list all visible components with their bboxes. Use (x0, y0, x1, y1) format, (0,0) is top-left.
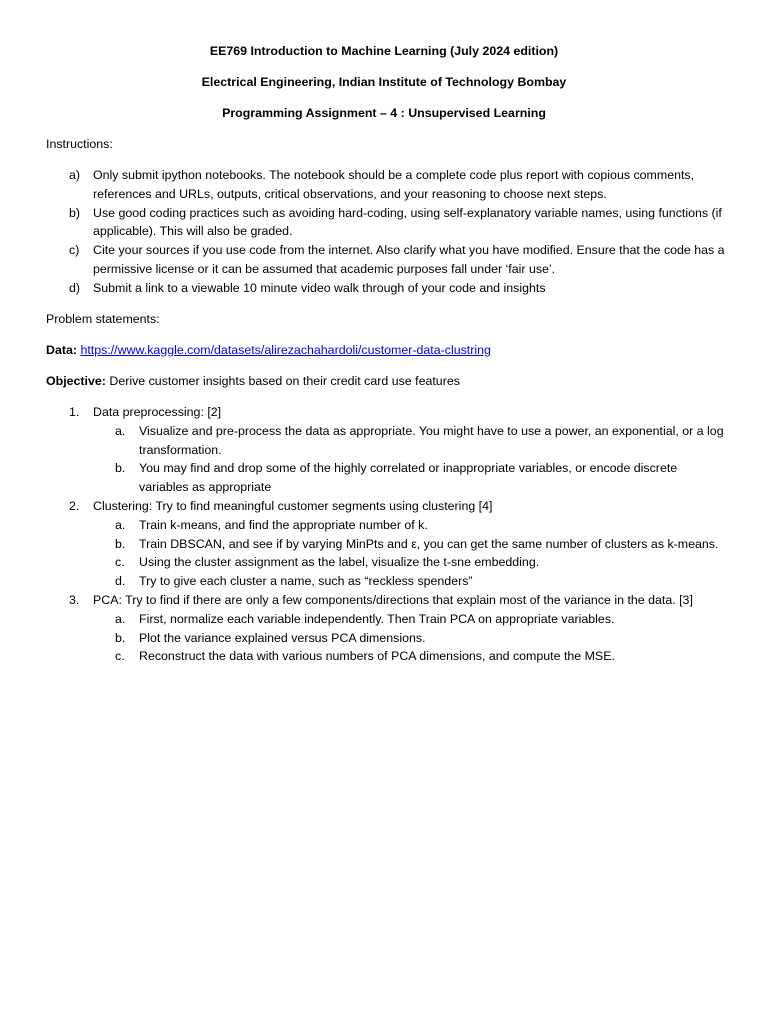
instruction-item (69, 204, 733, 242)
department-title: Electrical Engineering, Indian Institute of Technology Bombay (201, 75, 567, 89)
list-marker: a. (115, 611, 126, 626)
list-marker: a. (115, 517, 126, 532)
list-marker: d) (69, 280, 81, 295)
subtask-text: Using the cluster assignment as the label, visualize the t-sne embedding. (139, 555, 540, 570)
subtask-text: You may find and drop some of the highly correlated or inappropriate variables, or encode discrete variables as appropriate (139, 461, 678, 495)
task-item-pca (69, 591, 725, 666)
data-line (46, 342, 736, 358)
subtask-item (115, 629, 725, 648)
subtask-item (115, 459, 725, 497)
objective-line (46, 373, 736, 389)
objective-label: Objective: (46, 374, 106, 388)
instruction-text: Cite your sources if you use code from the internet. Also clarify what you have modified. Ensure that the code has a permissive license or it can be assumed that academic purposes fall under ‘fair use’. (93, 243, 725, 276)
list-marker: 3. (69, 592, 80, 607)
instruction-text: Only submit ipython notebooks. The notebook should be a complete code plus report with copious comments, references and URLs, outputs, critical observations, and your reasoning to choose next steps. (93, 168, 695, 201)
subtask-item (115, 422, 725, 460)
task-text: Clustering: Try to find meaningful customer segments using clustering [4] (93, 498, 493, 513)
list-marker: c) (69, 243, 80, 258)
sublist (93, 516, 725, 591)
list-marker: c. (115, 555, 125, 570)
assignment-title: Programming Assignment – 4 : Unsupervised Learning (222, 106, 546, 120)
list-marker: b) (69, 205, 81, 220)
instructions-heading: Instructions: (46, 137, 113, 151)
subtask-text: Train DBSCAN, and see if by varying MinPts and ε, you can get the same number of clusters as k-means. (139, 536, 719, 551)
subtask-item (115, 610, 725, 629)
objective-text: Derive customer insights based on their credit card use features (105, 374, 460, 388)
subtask-text: First, normalize each variable independently. Then Train PCA on appropriate variables. (139, 611, 615, 626)
problem-heading: Problem statements: (46, 312, 160, 326)
subtask-item (115, 572, 725, 591)
sublist (93, 422, 725, 497)
list-marker: c. (115, 649, 125, 664)
data-label: Data: (46, 343, 77, 357)
task-list (69, 403, 725, 666)
list-marker: b. (115, 630, 126, 645)
list-marker: 1. (69, 405, 80, 419)
list-marker: b. (115, 461, 126, 476)
subtask-text: Train k-means, and find the appropriate number of k. (139, 517, 428, 532)
instruction-text: Submit a link to a viewable 10 minute video walk through of your code and insights (93, 280, 546, 295)
subtask-text: Reconstruct the data with various numbers of PCA dimensions, and compute the MSE. (139, 649, 615, 664)
sublist (93, 610, 725, 666)
list-marker: b. (115, 536, 126, 551)
instruction-item (69, 279, 733, 298)
list-marker: 2. (69, 498, 80, 513)
subtask-text: Visualize and pre-process the data as appropriate. You might have to use a power, an exponential, or a log transformation. (139, 423, 724, 457)
list-marker: a) (69, 168, 81, 182)
list-marker: a. (115, 423, 126, 438)
instructions-list (69, 166, 733, 298)
instruction-item (69, 166, 733, 204)
subtask-item (115, 535, 725, 554)
subtask-item (115, 647, 725, 666)
task-text: PCA: Try to find if there are only a few components/directions that explain most of the variance in the data. [3] (93, 592, 693, 607)
list-marker: d. (115, 574, 126, 589)
subtask-text: Try to give each cluster a name, such as “reckless spenders” (139, 574, 473, 589)
instruction-item (69, 241, 733, 279)
subtask-item (115, 553, 725, 572)
subtask-item (115, 516, 725, 535)
task-item-preprocessing (69, 403, 725, 497)
course-title: EE769 Introduction to Machine Learning (July 2024 edition) (209, 44, 559, 58)
subtask-text: Plot the variance explained versus PCA dimensions. (139, 630, 426, 645)
dataset-link[interactable]: https://www.kaggle.com/datasets/alirezachahardoli/customer-data-clustring (80, 343, 491, 357)
task-item-clustering (69, 497, 725, 591)
instruction-text: Use good coding practices such as avoiding hard-coding, using self-explanatory variable names, using functions (if applicable). This will also be graded. (93, 205, 722, 239)
task-text: Data preprocessing: [2] (93, 405, 222, 419)
